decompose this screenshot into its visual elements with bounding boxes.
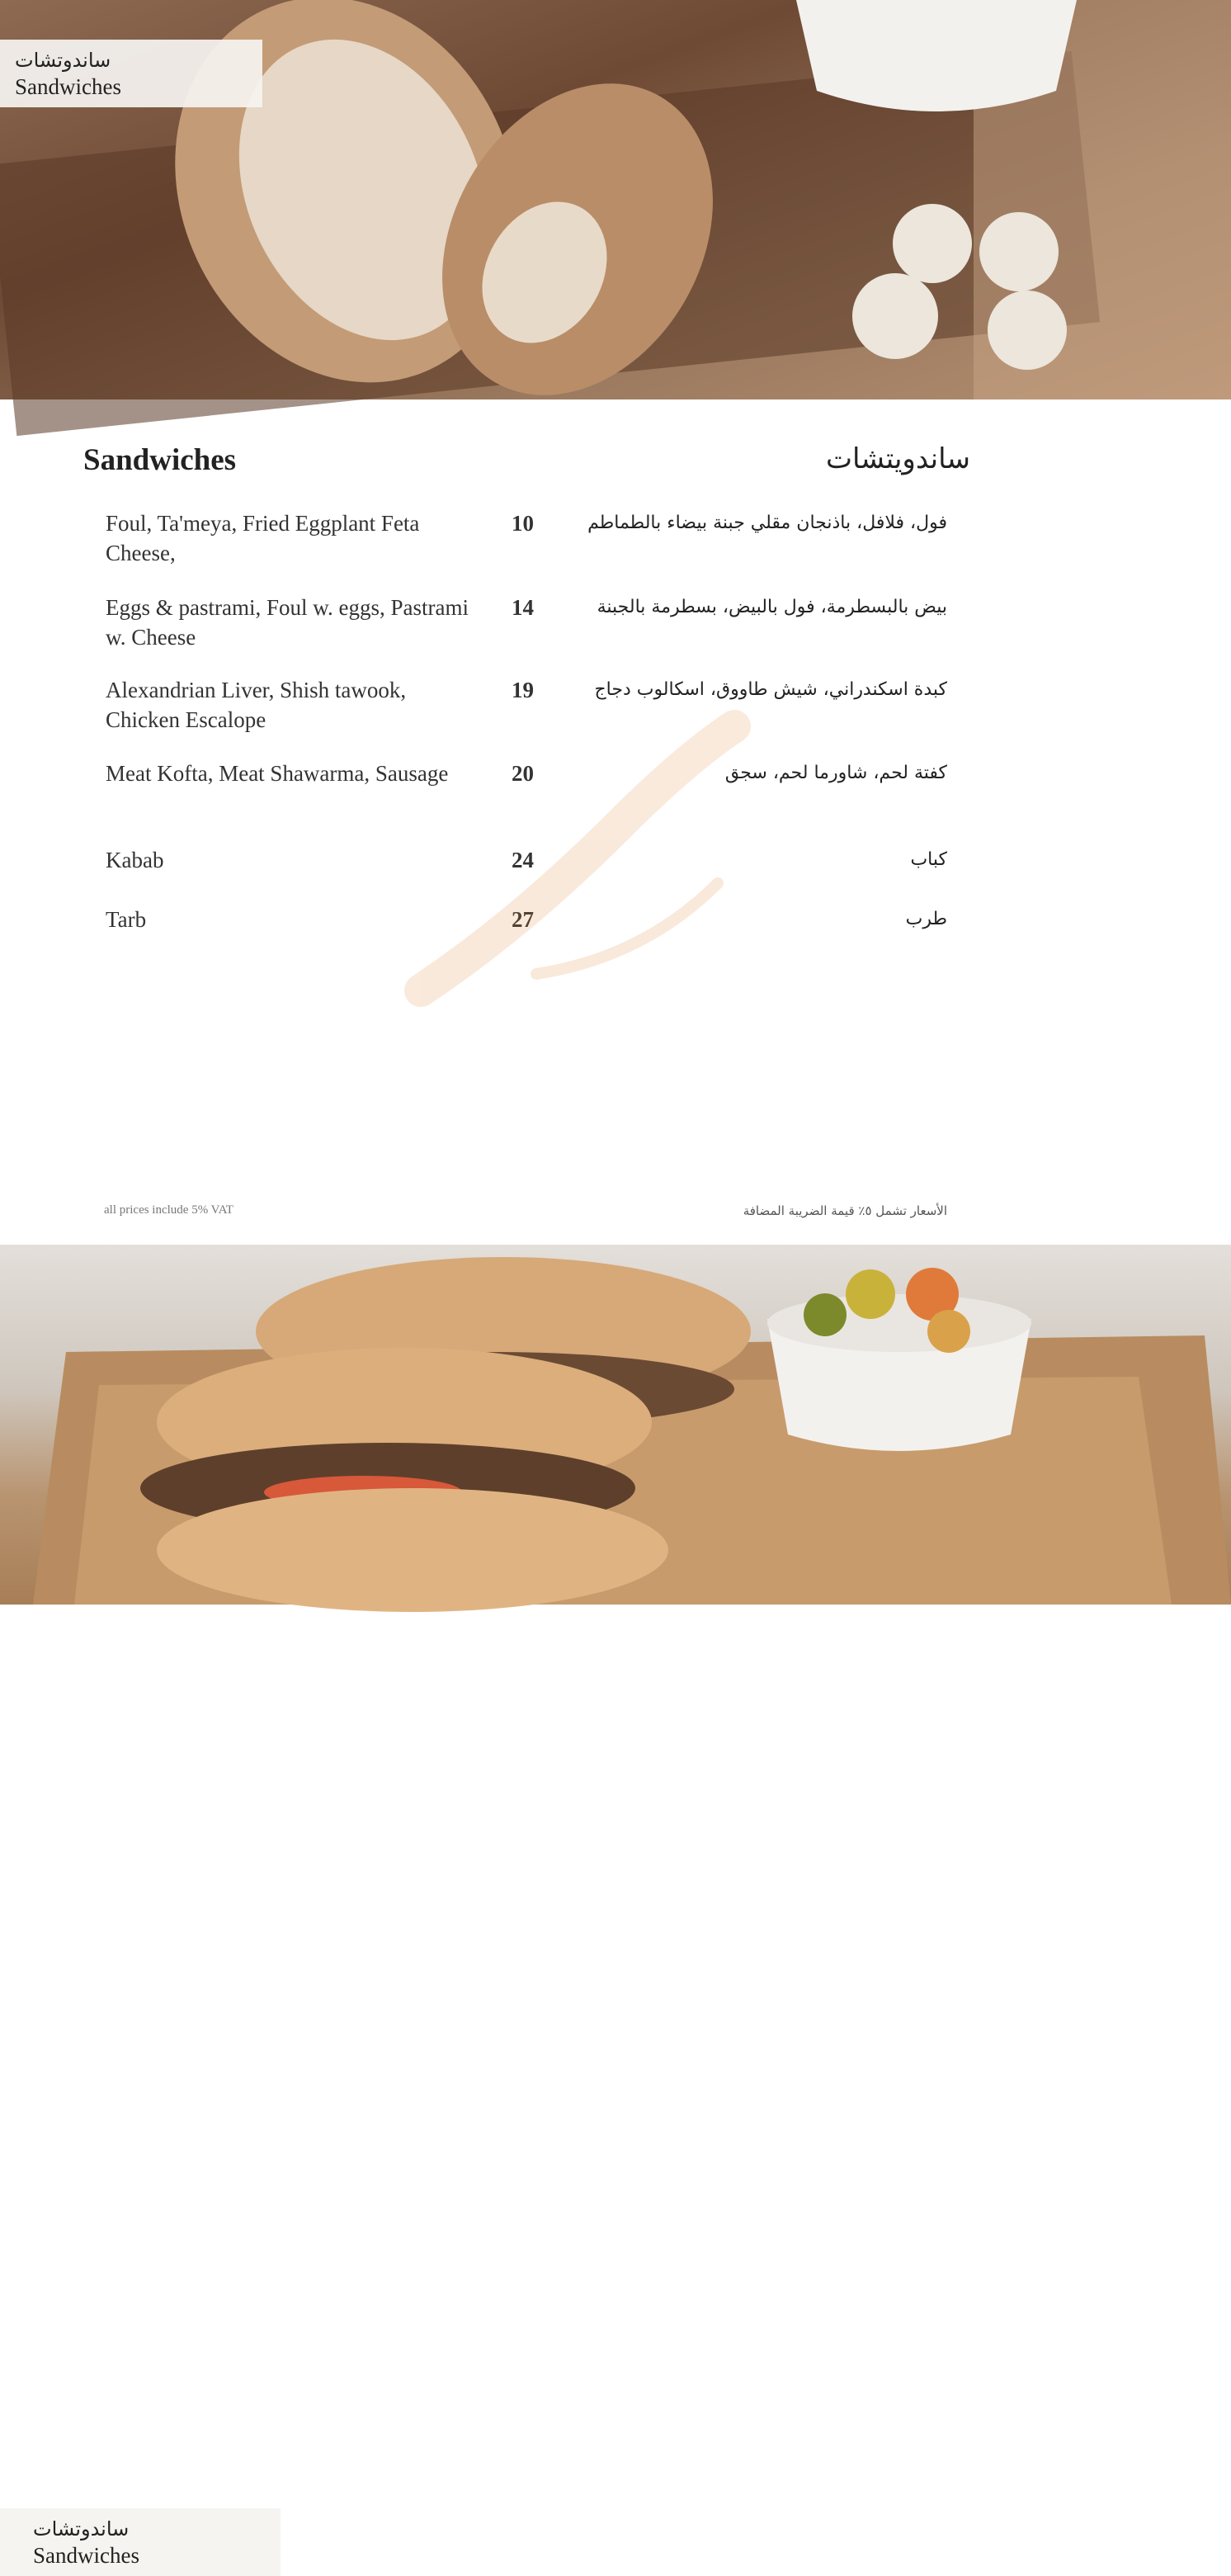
menu-item-price: 24 (512, 848, 534, 872)
section-tag-top (0, 40, 262, 107)
menu-item-name-english: Meat Kofta, Meat Shawarma, Sausage (106, 761, 449, 786)
sandwich-photo-illustration (0, 1245, 1231, 1605)
menu-title-arabic: ساندويتشات (826, 442, 970, 475)
section-tag-arabic: ساندوتشات (33, 2517, 130, 2541)
watermark-logo (371, 677, 800, 1023)
menu-item-price: 27 (512, 907, 534, 932)
hero-photo-top (0, 0, 1231, 399)
section-tag-english: Sandwiches (33, 2543, 139, 2568)
menu-item-name-english: Foul, Ta'meya, Fried Eggplant Feta Cheese, (106, 511, 420, 565)
menu-item-price: 19 (512, 678, 534, 702)
menu-item-price: 14 (512, 595, 534, 620)
menu-title-english: Sandwiches (83, 443, 237, 477)
section-tag-bottom (0, 2508, 281, 2576)
menu-item-name-english: Eggs & pastrami, Foul w. eggs, Pastrami w. Cheese (106, 595, 469, 650)
menu-item-price: 20 (512, 761, 534, 786)
hero-photo-bottom (0, 1245, 1231, 2568)
menu-item-name-arabic: بيض بالبسطرمة، فول بالبيض، بسطرمة بالجبنة (597, 597, 947, 617)
menu-item-name-english: Alexandrian Liver, Shish tawook, Chicken Escalope (106, 678, 407, 732)
menu-item-name-english: Kabab (106, 848, 164, 872)
menu-item-name-arabic: فول، فلافل، باذنجان مقلي جبنة بيضاء بالطماطم (587, 513, 947, 533)
vat-note-english: all prices include 5% VAT (104, 1203, 233, 1217)
section-tag-arabic: ساندوتشات (15, 49, 111, 72)
menu-item-name-arabic: كباب (910, 849, 947, 870)
vat-note-arabic: الأسعار تشمل ٥٪ قيمة الضريبة المضافة (743, 1203, 947, 1218)
menu-item-name-arabic: طرب (905, 909, 947, 929)
menu-item-name-arabic: كبدة اسكندراني، شيش طاووق، اسكالوب دجاج (594, 679, 947, 700)
menu-item-name-english: Tarb (106, 907, 147, 932)
section-tag-english: Sandwiches (15, 74, 121, 99)
menu-item-price: 10 (512, 511, 534, 536)
menu-item-name-arabic: كفتة لحم، شاورما لحم، سجق (724, 763, 947, 783)
